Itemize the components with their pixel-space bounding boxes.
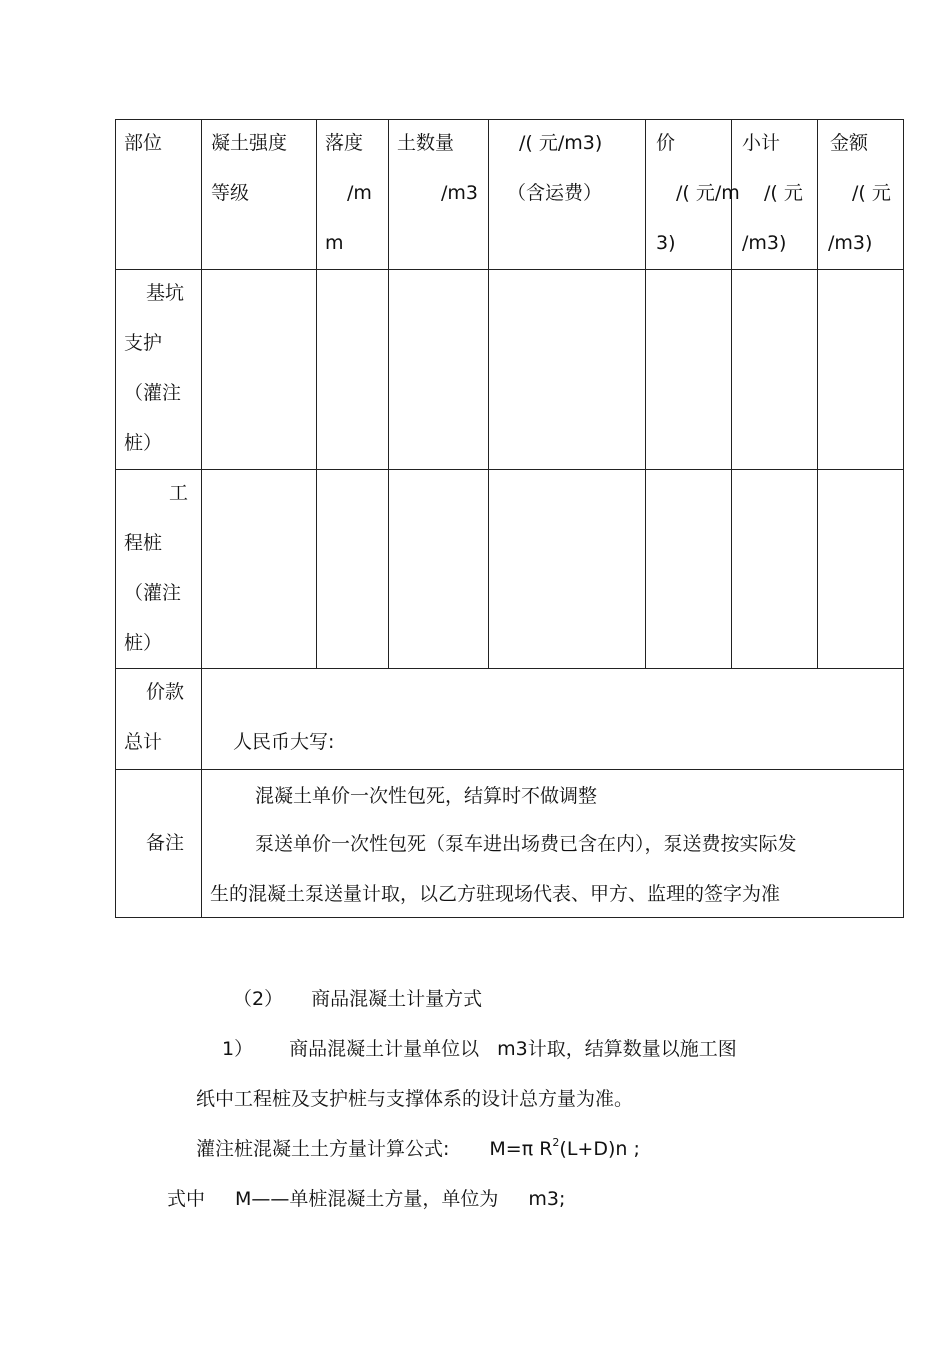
table-row-engineering [116,470,904,669]
row-label-text: 基坑 [146,282,185,304]
empty-cell [202,470,317,669]
header-text: /m3 [441,182,478,204]
formula-tail: (L+D)n ; [559,1138,640,1160]
header-text: /( 元 [852,182,891,204]
item-number: 1） [222,1038,254,1060]
header-text: /( 元/m [676,182,740,204]
empty-cell [732,270,818,470]
item-line-2 [196,1084,633,1111]
empty-cell [317,470,389,669]
where-unit: m3; [528,1188,566,1210]
empty-cell [818,470,904,669]
header-text: /( 元/m3) [519,132,603,154]
row-label-text: 桩） [124,632,163,654]
header-text: /( 元 [764,182,803,204]
empty-cell [489,470,646,669]
remark-line: 混凝土单价一次性包死，结算时不做调整 [255,785,598,807]
rmb-uppercase-label: 人民币大写: [233,731,335,753]
row-label-text: 桩） [124,432,163,454]
header-text: /m3) [742,232,787,254]
table-row-remark [116,770,904,918]
empty-cell [818,270,904,470]
empty-cell [732,470,818,669]
empty-cell [646,470,732,669]
empty-cell [389,470,489,669]
header-text: /m [347,182,372,204]
empty-cell [489,270,646,470]
empty-cell [389,270,489,470]
empty-cell [202,270,317,470]
item-line-1 [222,1034,737,1061]
header-text: 等级 [211,182,250,204]
price-table [115,119,904,918]
formula-line [196,1134,640,1161]
header-text: 土数量 [397,132,455,154]
row-label-text: （灌注 [124,582,182,604]
section-heading-number: （2） [233,988,284,1010]
table-header-row [116,120,904,270]
row-label-text: （灌注 [124,382,182,404]
row-label-text: 备注 [146,832,185,854]
item-text: m3计取，结算数量以施工图 [497,1038,737,1060]
header-text: 部位 [124,132,163,154]
formula [489,1138,639,1160]
row-label-text: 支护 [124,332,163,354]
row-label-text: 程桩 [124,532,163,554]
formula-label: 灌注桩混凝土土方量计算公式: [196,1138,450,1160]
where-text: M——单桩混凝土方量，单位为 [235,1188,499,1210]
section-heading [233,984,482,1011]
formula-exponent: 2 [552,1136,560,1149]
header-text: （含运费） [507,182,603,204]
formula-main: M=π R [489,1138,553,1160]
where-line [167,1184,565,1211]
table-row-support [116,270,904,470]
item-text: 商品混凝土计量单位以 [289,1038,480,1060]
empty-cell [317,270,389,470]
header-text: m [325,232,344,254]
empty-cell [646,270,732,470]
where-label: 式中 [167,1188,206,1210]
table-row-total [116,669,904,770]
header-text: 3) [656,232,676,254]
header-text: 金额 [830,132,869,154]
item-text: 纸中工程桩及支护桩与支撑体系的设计总方量为准。 [196,1088,634,1110]
remark-line: 泵送单价一次性包死（泵车进出场费已含在内），泵送费按实际发 [255,833,797,855]
row-label-text: 工 [169,482,189,504]
header-text: 凝土强度 [211,132,288,154]
remark-line: 生的混凝土泵送量计取，以乙方驻现场代表、甲方、监理的签字为准 [210,883,781,905]
header-text: 小计 [742,132,781,154]
header-text: 价 [656,132,676,154]
row-label-text: 总计 [124,731,163,753]
header-text: /m3) [828,232,873,254]
header-text: 落度 [325,132,364,154]
row-label-text: 价款 [146,681,185,703]
section-heading-text: 商品混凝土计量方式 [311,988,483,1010]
